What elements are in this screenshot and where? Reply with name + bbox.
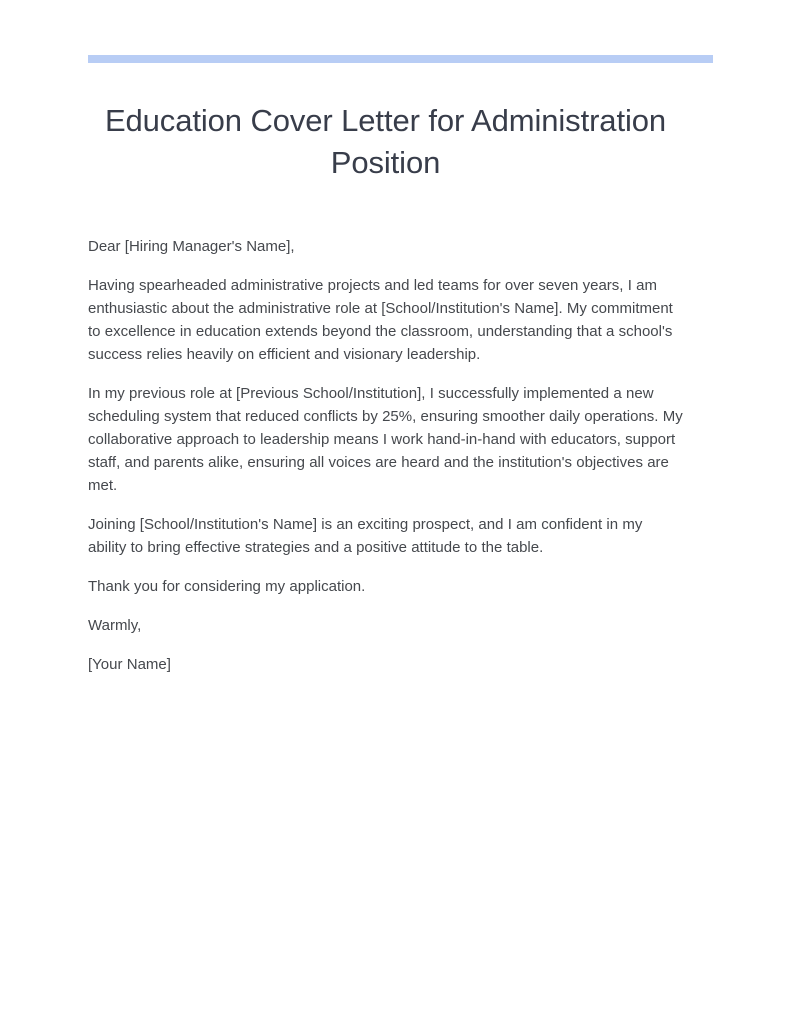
sign-off-paragraph: Warmly,: [88, 617, 142, 634]
signature-name-paragraph: [Your Name]: [88, 656, 171, 673]
accent-bar: [88, 55, 713, 63]
page-title: Education Cover Letter for Administration Position: [104, 103, 667, 180]
closing-interest-paragraph: Joining [School/Institution's Name] is an exciting prospect, and I am confident in my ability to bring effective strategies and a positive attitude to the table.: [88, 516, 643, 556]
intro-paragraph: Having spearheaded administrative projects and led teams for over seven years, I am enthusiastic about the administrative role at [School/Institution's Name]. My commitment to excellence in education extends beyond the classroom, understanding that a school's success relies heavily on efficient and visionary leadership.: [88, 277, 673, 363]
experience-paragraph: In my previous role at [Previous School/Institution], I successfully implemented a new scheduling system that reduced conflicts by 25%, ensuring smoother daily operations. My collaborative approach to leadership means I work hand-in-hand with educators, support staff, and parents alike, ensuring all voices are heard and the institution's objectives are met.: [88, 385, 683, 494]
thank-you-paragraph: Thank you for considering my application.: [88, 578, 366, 595]
letter-body: [88, 235, 684, 676]
salutation-paragraph: Dear [Hiring Manager's Name],: [88, 238, 295, 255]
